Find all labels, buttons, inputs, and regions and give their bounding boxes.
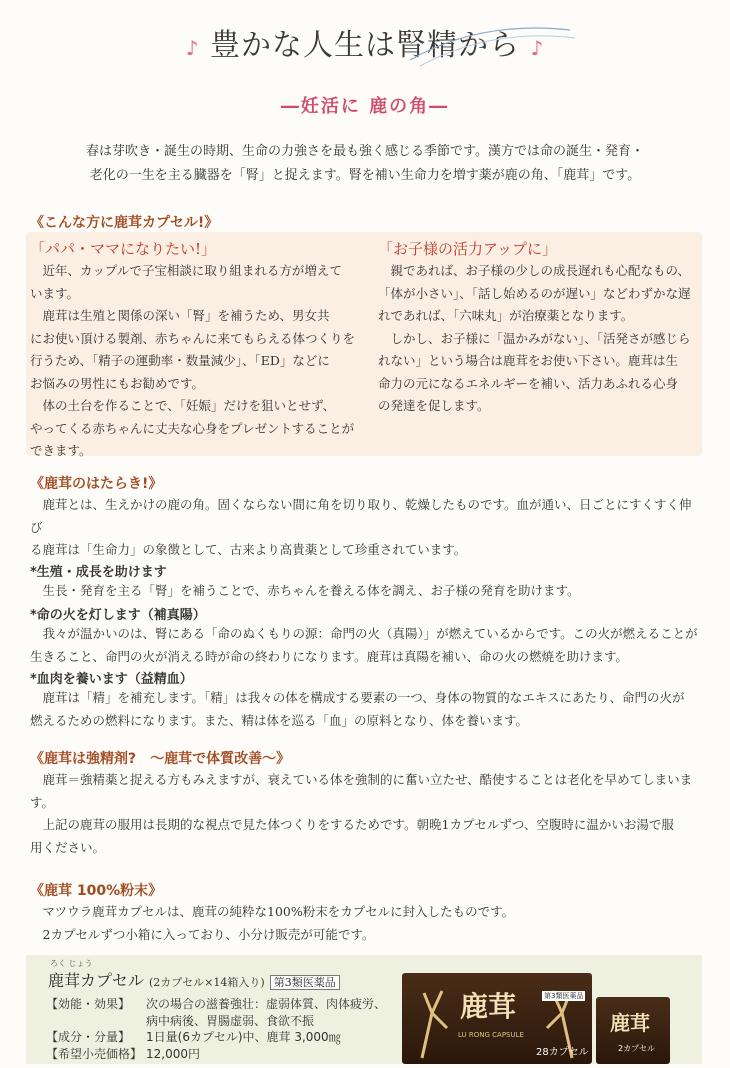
text-line: 鹿茸は生殖と関係の深い「腎」を補うため、男女共 — [30, 308, 330, 323]
text-line: れであれば、「六味丸」が治療薬となります。 — [378, 308, 634, 323]
effect-text-fire — [30, 623, 702, 668]
text-line: 鹿茸とは、生えかけの鹿の角。固くならない間に角を切り取り、乾燥したものです。血が通い、日ごとにすくすく伸び — [30, 497, 692, 535]
left-column-text — [30, 260, 370, 463]
spec-row — [46, 1046, 406, 1063]
product-specs — [46, 996, 406, 1062]
product-ruby: ろく じょう — [50, 959, 93, 968]
section-heading-powder: 《鹿茸 100%粉末》 — [30, 883, 163, 899]
section-heading-effects: 《鹿茸のはたらき!》 — [30, 476, 163, 492]
powder-text — [30, 901, 702, 946]
text-line: る鹿茸は「生命力」の象徴として、古来より高貴薬として珍重されています。 — [30, 542, 467, 557]
text-line: お悩みの男性にもお勧めです。 — [30, 375, 205, 391]
text-line: 生長・発育を主る「腎」を補うことで、赤ちゃんを養える体を調え、お子様の発育を助けます。 — [30, 583, 580, 598]
spec-row — [46, 1013, 406, 1030]
text-line: の発達を促します。 — [378, 398, 490, 413]
box-large-count: 28カプセル — [536, 1047, 589, 1058]
effect-text-blood — [30, 687, 702, 732]
left-column-title: 「パパ・ママになりたい!」 — [30, 240, 217, 258]
text-line: 我々が温かいのは、腎にある「命のぬくもりの源：命門の火（真陽）」が燃えているからです。この火が燃えることが — [30, 626, 698, 641]
right-column-text — [378, 260, 698, 418]
right-column-title: 「お子様の活力アップに」 — [378, 240, 557, 258]
text-line: 体の土台を作ることで、「妊娠」だけを狙いとせず、 — [30, 398, 336, 413]
text-line: 行うため、「精子の運動率・数量減少」、「ED」などに — [30, 353, 330, 368]
effects-intro — [30, 494, 702, 562]
tonic-text — [30, 769, 702, 859]
text-line: しかし、お子様に「温かみがない」、「活発さが感じら — [378, 330, 691, 346]
intro-line: 春は芽吹き・誕生の時期、生命の力強さを最も強く感じる季節です。漢方では命の誕生・発育・ — [86, 144, 644, 159]
page-title-text: 豊かな人生は腎精から — [210, 28, 520, 63]
music-note-icon: ♪ — [185, 36, 200, 60]
text-line: 鹿茸＝強精薬と捉える方もみえますが、衰えている体を強制的に奮い立たせ、酷使することは老化を早めてしまいま — [30, 772, 693, 787]
text-line: 用ください。 — [30, 839, 106, 855]
effect-title-fire: *命の火を灯します（補真陽） — [30, 608, 206, 623]
text-line: 上記の鹿茸の服用は長期的な視点で見た体つくりをするためです。朝晩1カプセルずつ、空腹時に温かいお湯で服 — [30, 817, 674, 832]
wave-decoration — [400, 20, 580, 70]
box-small-label: 鹿茸 — [610, 1011, 650, 1035]
text-line: 鹿茸は「精」を補充します。「精」は我々の体を構成する要素の一つ、身体の物質的なエキスにあたり、命門の火が — [30, 690, 685, 705]
spec-value: 1日量(6カプセル)中、鹿茸 3,000㎎ — [146, 1030, 341, 1044]
section-heading-tonic: 《鹿茸は強精剤? ～鹿茸で体質改善～》 — [30, 751, 291, 767]
product-class-badge: 第3類医薬品 — [270, 975, 340, 990]
text-line: 命力の元になるエネルギーを補い、活力あふれる心身 — [378, 375, 679, 391]
product-header — [48, 968, 340, 991]
box-large-sub: LU RONG CAPSULE — [458, 1031, 524, 1039]
spec-value: 12,000円 — [146, 1046, 200, 1061]
product-pack: (2カプセル×14箱入り) — [148, 976, 265, 989]
effect-title-blood: *血肉を養います（益精血） — [30, 672, 193, 687]
effect-title-growth: *生殖・成長を助けます — [30, 565, 167, 580]
text-line: 燃えるための燃料になります。また、精は体を巡る「血」の原料となり、体を養います。 — [30, 712, 529, 728]
text-line: 近年、カップルで子宝相談に取り組まれる方が増えて — [30, 263, 342, 278]
text-line: マツウラ鹿茸カプセルは、鹿茸の純粋な100%粉末をカプセルに封入したものです。 — [30, 904, 515, 919]
effect-text-growth — [30, 580, 702, 603]
product-name: 鹿茸カプセル — [48, 971, 144, 990]
box-large-label: 鹿茸 — [460, 990, 517, 1023]
spec-key: 【効能・効果】 — [46, 997, 131, 1011]
box-small-count: 2カプセル — [618, 1044, 656, 1053]
text-line: 生きること、命門の火が消える時が命の終わりになります。鹿茸は真陽を補い、命の火の燃焼を助けます。 — [30, 648, 629, 664]
spec-key: 【希望小売価格】 — [46, 1046, 143, 1061]
text-line: 親であれば、お子様の少しの成長遅れも心配なもの、 — [378, 263, 691, 278]
text-line: 「体が小さい」、「話し始めるのが遅い」などわずかな遅 — [378, 285, 691, 301]
text-line: 2カプセルずつ小箱に入っており、小分け販売が可能です。 — [30, 926, 375, 942]
product-box-large — [402, 973, 592, 1064]
intro-paragraph — [40, 140, 690, 188]
text-line: れない」という場合は鹿茸をお使い下さい。鹿茸は生 — [378, 353, 679, 368]
music-note-icon: ♪ — [530, 36, 545, 60]
spec-key: 【成分・分量】 — [46, 1030, 131, 1044]
spec-value: 次の場合の滋養強壮：虚弱体質、肉体疲労、 — [146, 997, 387, 1011]
text-line: できます。 — [30, 443, 92, 458]
product-box-small — [596, 997, 670, 1064]
text-line: にお使い頂ける製剤、赤ちゃんに来てもらえる体つくりを — [30, 330, 356, 346]
page-subtitle: ―妊活に 鹿の角― — [280, 96, 450, 117]
intro-line: 老化の一生を主る臓器を「腎」と捉えます。腎を補い生命力を増す薬が鹿の角、「鹿茸」です。 — [89, 168, 641, 183]
section-heading-target: 《こんな方に鹿茸カプセル!》 — [30, 215, 219, 231]
box-large-class: 第3類医薬品 — [544, 992, 584, 1000]
spec-row — [46, 1029, 406, 1046]
page-title — [0, 20, 730, 64]
text-line: す。 — [30, 794, 55, 810]
text-line: やってくる赤ちゃんに丈夫な心身をプレゼントすることが — [30, 420, 355, 436]
text-line: います。 — [30, 285, 80, 301]
spec-row — [46, 996, 406, 1013]
spec-value: 病中病後、胃腸虚弱、食欲不振 — [146, 1013, 315, 1028]
